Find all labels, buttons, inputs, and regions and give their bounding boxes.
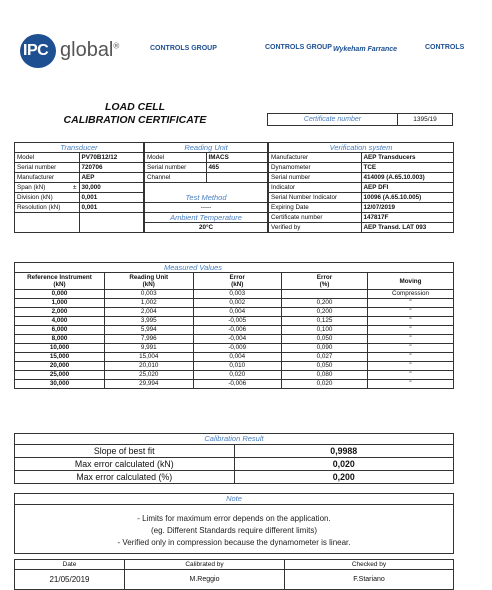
verification-system-table: Verification system Manufacturer AEP Transducers Dynamometer TCE Serial number 414009 (A.65.10.003) Indicator AEP DFI Serial Number Indicator 10096 (A.65.10.005) Expiring Date 12/07/2019 Certificate number 147817F Verified by AEP Transd. LAT 093 (268, 142, 454, 233)
col-error-kn: Error (kN) (193, 273, 282, 290)
measured-cell: " (368, 371, 454, 380)
checked-by-value: F.Stariano (285, 570, 454, 590)
measured-cell: " (368, 362, 454, 371)
measured-cell: 0,200 (282, 299, 368, 308)
measured-row (15, 299, 454, 308)
measured-cell: 0,090 (282, 344, 368, 353)
measured-cell: 0,000 (15, 290, 105, 299)
max-error-kn-label: Max error calculated (kN) (15, 458, 235, 471)
ambient-temperature-value: 20°C (145, 223, 268, 233)
measured-row (15, 290, 454, 299)
measured-cell (282, 290, 368, 299)
controls-group-logo: CONTROLS GROUP (150, 45, 217, 52)
measured-cell: 8,000 (15, 335, 105, 344)
transducer-header: Transducer (15, 143, 144, 153)
measured-values-header: Measured Values (105, 263, 282, 273)
title-line1: LOAD CELL (104, 101, 166, 113)
wykeham-farrance-logo: Wykeham Farrance (333, 46, 398, 53)
measured-row (15, 308, 454, 317)
measured-cell: 0,200 (282, 308, 368, 317)
measured-cell: 0,050 (282, 335, 368, 344)
measured-row (15, 326, 454, 335)
measured-cell: 0,010 (193, 362, 282, 371)
calibration-result-header: Calibration Result (15, 434, 454, 445)
measured-cell: 6,000 (15, 326, 105, 335)
date-header: Date (15, 560, 125, 570)
calibrated-by-header: Calibrated by (125, 560, 285, 570)
measured-cell: 25,000 (15, 371, 105, 380)
measured-cell: 3,995 (105, 317, 194, 326)
col-error-pct: Error (%) (282, 273, 368, 290)
measured-cell: " (368, 353, 454, 362)
test-method-value: ----- (145, 203, 268, 213)
controls-logo-3: CONTROLS (425, 44, 465, 51)
measured-cell: " (368, 380, 454, 389)
certificate-number-label: Certificate number (268, 114, 398, 126)
certificate-number-box (267, 113, 453, 126)
measured-cell: 2,000 (15, 308, 105, 317)
measured-cell: -0,004 (193, 335, 282, 344)
ambient-temperature-header: Ambient Temperature (145, 213, 268, 223)
transducer-table: Transducer Model PV70B12/12 Serial number 720706 Manufacturer AEP Span (kN) ± 30,000 Division (kN) 0,001 Resolution (kN) 0,001 (14, 142, 144, 233)
note-body (14, 504, 454, 554)
ipc-global-logo: IPC global® (20, 34, 140, 68)
measured-cell: 0,020 (193, 371, 282, 380)
measured-row (15, 362, 454, 371)
measured-cell: 30,000 (15, 380, 105, 389)
measured-cell: 0,050 (282, 362, 368, 371)
measured-cell: 4,000 (15, 317, 105, 326)
measured-cell: " (368, 335, 454, 344)
measured-cell: 0,003 (105, 290, 194, 299)
test-method-header: Test Method (145, 193, 268, 203)
checked-by-header: Checked by (285, 560, 454, 570)
measured-cell: " (368, 326, 454, 335)
measured-cell: 0,020 (282, 380, 368, 389)
measured-cell: 7,996 (105, 335, 194, 344)
measured-cell: " (368, 299, 454, 308)
measured-cell: -0,006 (193, 326, 282, 335)
measured-row (15, 371, 454, 380)
measured-cell: 9,991 (105, 344, 194, 353)
measured-cell: 20,000 (15, 362, 105, 371)
max-error-pct-value: 0,200 (234, 471, 454, 484)
measured-cell: Compression (368, 290, 454, 299)
measured-cell: 5,994 (105, 326, 194, 335)
ipc-logo-text: global (60, 39, 114, 61)
measured-cell: " (368, 308, 454, 317)
reading-unit-header: Reading Unit (145, 143, 268, 153)
measured-row (15, 353, 454, 362)
measured-cell: 1,000 (15, 299, 105, 308)
slope-value: 0,9988 (234, 445, 454, 458)
measured-row (15, 317, 454, 326)
title-line2: CALIBRATION CERTIFICATE (63, 114, 207, 126)
measured-cell: 25,020 (105, 371, 194, 380)
measured-cell: " (368, 344, 454, 353)
ipc-logo-circle: IPC (20, 34, 56, 68)
certificate-number-value: 1395/19 (398, 114, 453, 126)
measured-row (15, 380, 454, 389)
reading-unit-table: Reading Unit Model IMACS Serial number 465 Channel Test Method ----- Ambient Temperature 20°C (144, 142, 268, 233)
measured-cell: 1,002 (105, 299, 194, 308)
slope-label: Slope of best fit (15, 445, 235, 458)
controls-group-logo-2: CONTROLS GROUP (265, 44, 332, 51)
measured-row (15, 335, 454, 344)
date-value: 21/05/2019 (15, 570, 125, 590)
note-line-1: - Limits for maximum error depends on the application. (137, 514, 331, 523)
measured-values-table (14, 262, 454, 389)
measured-cell: 0,003 (193, 290, 282, 299)
measured-cell: 0,080 (282, 371, 368, 380)
col-moving: Moving (368, 273, 454, 290)
measured-cell: 29,994 (105, 380, 194, 389)
measured-cell: 0,002 (193, 299, 282, 308)
verification-header: Verification system (269, 143, 454, 153)
measured-cell: -0,005 (193, 317, 282, 326)
col-reading-unit: Reading Unit (kN) (105, 273, 194, 290)
measured-cell: 2,004 (105, 308, 194, 317)
measured-cell: 0,100 (282, 326, 368, 335)
calibration-result-table (14, 433, 454, 484)
measured-row (15, 344, 454, 353)
measured-cell: 0,004 (193, 353, 282, 362)
measured-cell: 15,004 (105, 353, 194, 362)
measured-cell: 10,000 (15, 344, 105, 353)
note-line-3: - Verified only in compression because the dynamometer is linear. (117, 538, 351, 547)
signature-table (14, 559, 454, 590)
measured-cell: 20,010 (105, 362, 194, 371)
max-error-kn-value: 0,020 (234, 458, 454, 471)
measured-cell: 0,027 (282, 353, 368, 362)
note-header: Note (226, 494, 242, 503)
measured-cell: 15,000 (15, 353, 105, 362)
note-line-2: (eg. Different Standards require different limits) (150, 526, 317, 535)
measured-cell: -0,009 (193, 344, 282, 353)
measured-cell: 0,125 (282, 317, 368, 326)
measured-cell: -0,006 (193, 380, 282, 389)
calibrated-by-value: M.Reggio (125, 570, 285, 590)
col-reference: Reference Instrument (kN) (15, 273, 105, 290)
measured-cell: " (368, 317, 454, 326)
max-error-pct-label: Max error calculated (%) (15, 471, 235, 484)
measured-cell: 0,004 (193, 308, 282, 317)
